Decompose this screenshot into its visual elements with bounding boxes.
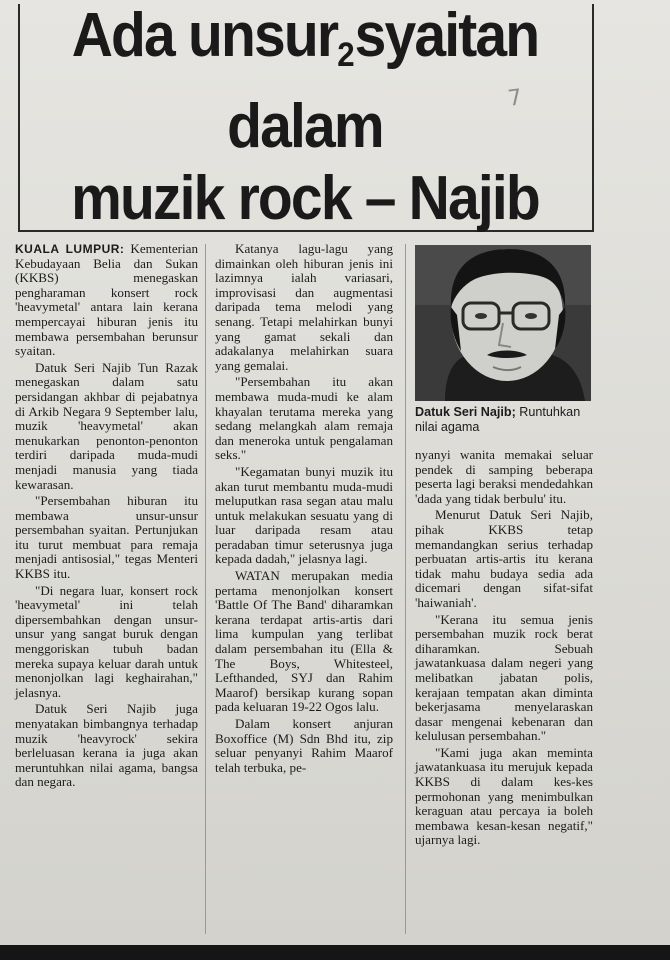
portrait-photo [415, 245, 591, 401]
column-rule [405, 244, 406, 934]
photo-caption [415, 405, 593, 435]
caption-name: Datuk Seri Najib; [415, 405, 516, 419]
paragraph: Datuk Seri Najib juga menyatakan bimbangnya terhadap muzik 'heavyrock' sekira berleluasan kerana ia juga akan meruntuhkan nilai agama, bangsa dan negara. [15, 701, 198, 790]
column-rule [205, 244, 206, 934]
paragraph: "Di negara luar, konsert rock 'heavymetal' ini telah dipersembahkan dengan unsur-unsur yang sangat buruk dengan menggoriskan tubuh badan mereka supaya keluar darah untuk menonjolkan lagi keghairahan," jelasnya. [15, 582, 198, 700]
paragraph: "Kegamatan bunyi muzik itu akan turut membantu muda-mudi meluputkan rasa segan atau malu untuk melakukan sesuatu yang di luar daripada resam atau peradaban timur seterusnya juga kepada dadah," jelasnya lagi. [215, 463, 393, 567]
bottom-border [0, 945, 670, 960]
paragraph: "Kerana itu semua jenis persembahan muzik rock berat diharamkan. Sebuah jawatankuasa dalam negeri yang melibatkan jabatan polis, kerajaan tempatan akan diminta bekerjasama menyelaraskan dasar mengenai kebenaran dan kelulusan persembahan." [415, 611, 593, 744]
portrait-illustration [415, 245, 591, 401]
paragraph: Menurut Datuk Seri Najib, pihak KKBS tetap memandangkan serius terhadap perbuatan artis-artis itu kerana tidak mahu budaya sedia ada dicemari dengan sifat-sifat 'haiwaniah'. [415, 507, 593, 610]
headline-line-1: Ada unsur$_2$syaitan [71, 1, 539, 74]
article-column-3 [415, 448, 593, 848]
paragraph: "Persembahan itu akan membawa muda-mudi ke alam khayalan terutama mereka yang sedang melangkah alam remaja dan meneroka untuk pengalaman seks." [215, 374, 393, 463]
paragraph: WATAN merupakan media pertama menonjolkan konsert 'Battle Of The Band' diharamkan kerana terdapat artis-artis dari lima kumpulan yang terlibat dalam persembahan itu (Ella & The Boys, Whitesteel, Lefthanded, SYJ dan Rahim Maarof) bersikap kurang sopan pada keluaran 19-22 Ogos lalu. [215, 568, 393, 715]
pencil-annotation: 7 [506, 85, 524, 112]
paragraph: Datuk Seri Najib Tun Razak menegaskan dalam satu persidangan akhbar di pejabatnya di Arkib Negara 9 September lalu, muzik 'heavymetal' akan menukarkan penonton-penonton terdiri daripada muda-mudi menjadi manusia yang tiada kewarasan. [15, 359, 198, 492]
paragraph: nyanyi wanita memakai seluar pendek di samping beberapa peserta lagi beraksi mendedahkan 'dada yang tidak berbulu' itu. [415, 447, 593, 506]
paragraph: "Kami juga akan meminta jawatankuasa itu merujuk kepada KKBS di dalam kes-kes permohonan yang menimbulkan keraguan atau percaya ia boleh membawa kesan-kesan negatif," ujarnya lagi. [415, 744, 593, 848]
dateline: KUALA LUMPUR: [15, 242, 125, 256]
caption-text: Runtuhkan nilai agama [415, 405, 581, 434]
paragraph: "Persembahan hiburan itu membawa unsur-unsur persembahan syaitan. Pertunjukan itu turut membuat para remaja menjadi antisosial," tegas Menteri KKBS itu. [15, 493, 198, 582]
paragraph: Katanya lagu-lagu yang dimainkan oleh hiburan jenis ini lazimnya ialah variasari, improvisasi dan augmentasi daripada tema melodi yang senang. Tetapi melahirkan bunyi yang gamat sekali dan adakalanya melahirkan suara yang gemalai. [215, 241, 393, 373]
article-column-1 [15, 242, 198, 790]
article-column-2 [215, 242, 393, 775]
headline-line-3: muzik rock – Najib [71, 164, 539, 233]
headline-line-2: dalam [227, 92, 383, 161]
paragraph: Dalam konsert anjuran Boxoffice (M) Sdn Bhd itu, zip seluar penyanyi Rahim Maarof telah terbuka, pe- [215, 716, 393, 775]
lead-paragraph: KUALA LUMPUR: Kementerian Kebudayaan Belia dan Sukan (KKBS) menegaskan pengharaman konsert rock 'heavymetal' antara lain kerana mempercayai hiburan jenis itu membawa persembahan berunsur syaitan. [15, 241, 198, 359]
headline-subscript: 2 [337, 36, 355, 74]
headline [43, 0, 567, 235]
